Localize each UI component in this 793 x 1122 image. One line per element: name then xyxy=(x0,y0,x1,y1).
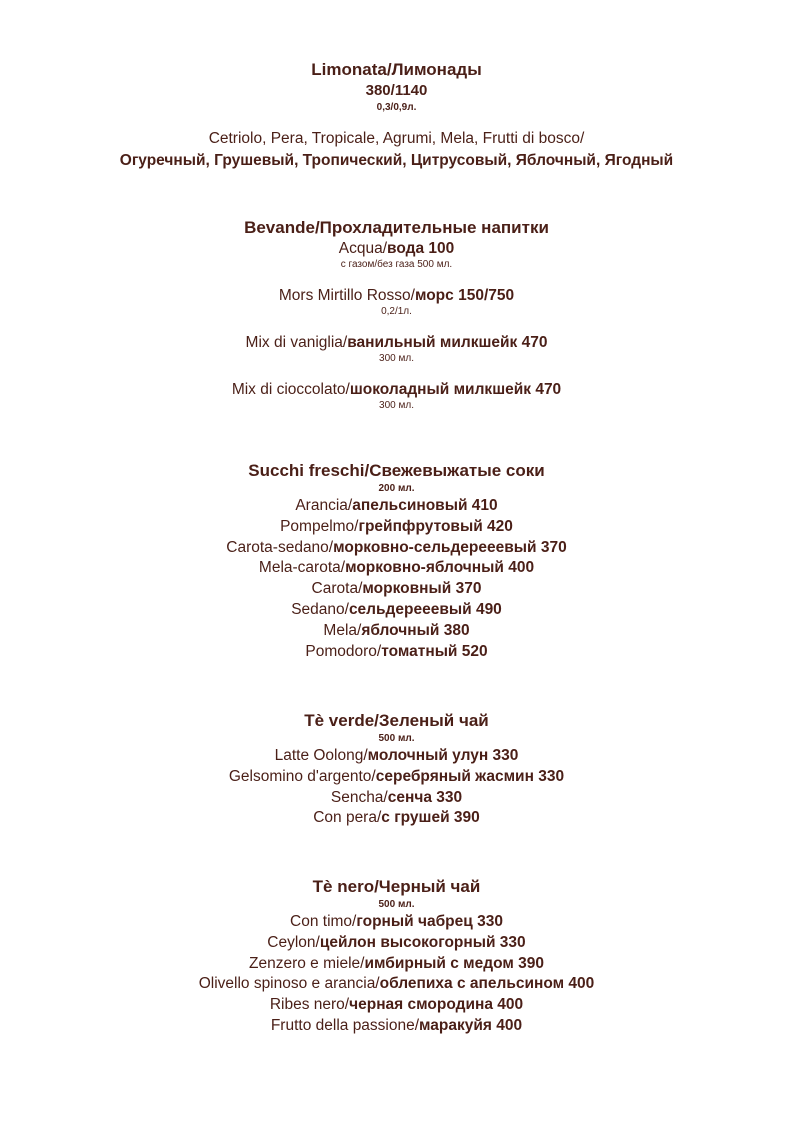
menu-item-russian-price: томатный 520 xyxy=(381,642,488,660)
menu-item-line xyxy=(0,239,793,258)
menu-item xyxy=(0,1016,793,1037)
menu-item-italian: Acqua/ xyxy=(338,240,388,257)
menu-item xyxy=(0,517,793,538)
lemonade-section xyxy=(0,59,793,171)
menu-item-italian: Carota-sedano/ xyxy=(226,538,334,556)
beverages-section xyxy=(0,217,793,427)
menu-item xyxy=(0,239,793,272)
menu-item xyxy=(0,746,793,767)
menu-item-russian-price: сельдерееевый 490 xyxy=(348,600,502,618)
menu-item-russian-price: вода 100 xyxy=(387,240,455,257)
menu-item-italian: Mix di vaniglia/ xyxy=(245,334,348,351)
menu-item-line xyxy=(0,579,793,600)
menu-item xyxy=(0,788,793,809)
menu-item-russian-price: яблочный 380 xyxy=(361,621,470,639)
juices-volume: 200 мл. xyxy=(378,483,415,494)
green-tea-list xyxy=(0,746,793,829)
menu-item-russian-price: морковно-сельдерееевый 370 xyxy=(333,538,567,556)
menu-item-line xyxy=(0,788,793,809)
menu-item-italian: Sencha/ xyxy=(330,788,388,806)
black-tea-volume: 500 мл. xyxy=(378,899,415,910)
menu-item-italian: Con timo/ xyxy=(290,913,357,930)
beverages-list xyxy=(0,239,793,413)
menu-item-italian: Carota/ xyxy=(311,580,363,598)
lemonade-volume: 0,3/0,9л. xyxy=(376,102,417,113)
menu-item-italian: Mela/ xyxy=(323,621,362,639)
green-tea-section xyxy=(0,710,793,829)
menu-item-russian-price: морковно-яблочный 400 xyxy=(345,559,535,577)
menu-item xyxy=(0,558,793,579)
menu-item xyxy=(0,912,793,933)
menu-item-russian-price: горный чабрец 330 xyxy=(356,913,503,930)
menu-item-russian-price: апельсиновый 410 xyxy=(352,497,498,514)
menu-item-line xyxy=(0,538,793,559)
menu-item xyxy=(0,933,793,954)
menu-item xyxy=(0,974,793,995)
green-tea-volume: 500 мл. xyxy=(378,733,415,744)
menu-item-russian-price: морковный 370 xyxy=(362,580,482,598)
menu-item-russian-price: имбирный с медом 390 xyxy=(364,954,544,972)
menu-item xyxy=(0,333,793,366)
menu-item-italian: Frutto della passione/ xyxy=(270,1016,420,1034)
juices-list xyxy=(0,496,793,662)
menu-item-italian: Mela-carota/ xyxy=(258,559,346,577)
menu-item xyxy=(0,621,793,642)
menu-item xyxy=(0,538,793,559)
menu-item xyxy=(0,808,793,829)
menu-item-line xyxy=(0,954,793,975)
lemonade-flavors-it: Cetriolo, Pera, Tropicale, Agrumi, Mela, Frutti di bosco/ xyxy=(208,130,585,147)
menu-item-line xyxy=(0,558,793,579)
menu-item-line xyxy=(0,642,793,663)
lemonade-price: 380/1140 xyxy=(365,82,428,99)
menu-item-russian-price: серебряный жасмин 330 xyxy=(375,767,565,785)
menu-item-italian: Ceylon/ xyxy=(267,933,320,951)
menu-item-line xyxy=(0,286,793,305)
menu-item-russian-price: с грушей 390 xyxy=(381,809,480,827)
menu-item xyxy=(0,767,793,788)
menu-item-line xyxy=(0,600,793,621)
menu-item xyxy=(0,579,793,600)
black-tea-list xyxy=(0,912,793,1037)
menu-item-italian: Con pera/ xyxy=(313,809,382,827)
menu-item-russian-price: цейлон высокогорный 330 xyxy=(319,933,526,951)
black-tea-title: Tè nero/Черный чай xyxy=(312,877,481,896)
menu-item-russian-price: шоколадный милкшейк 470 xyxy=(349,381,562,398)
menu-item-italian: Ribes nero/ xyxy=(269,996,350,1014)
menu-item-line xyxy=(0,767,793,788)
menu-item-russian-price: молочный улун 330 xyxy=(367,747,519,764)
menu-item-line xyxy=(0,517,793,538)
menu-item-russian-price: сенча 330 xyxy=(387,788,463,806)
menu-item-line xyxy=(0,380,793,399)
menu-item-note: 300 мл. xyxy=(379,400,414,411)
menu-item-line xyxy=(0,621,793,642)
menu-item-russian-price: маракуйя 400 xyxy=(419,1016,523,1034)
menu-item-line xyxy=(0,333,793,352)
menu-item-line xyxy=(0,995,793,1016)
black-tea-section xyxy=(0,876,793,1037)
menu-item-italian: Zenzero e miele/ xyxy=(249,954,365,972)
lemonade-flavors-ru: Огуречный, Грушевый, Тропический, Цитрусовый, Яблочный, Ягодный xyxy=(119,151,674,169)
juices-section xyxy=(0,460,793,662)
menu-item-line xyxy=(0,1016,793,1037)
menu-item-italian: Latte Oolong/ xyxy=(274,747,368,764)
menu-item-note: 0,2/1л. xyxy=(381,306,412,317)
green-tea-title: Tè verde/Зеленый чай xyxy=(304,711,489,730)
beverages-title: Bevande/Прохладительные напитки xyxy=(244,218,549,237)
menu-item-italian: Olivello spinoso e arancia/ xyxy=(198,975,380,993)
menu-item xyxy=(0,642,793,663)
lemonade-title: Limonata/Лимонады xyxy=(311,60,482,79)
menu-item-russian-price: облепиха с апельсином 400 xyxy=(379,975,595,993)
menu-item-italian: Pompelmo/ xyxy=(280,517,359,535)
juices-title: Succhi freschi/Свежевыжатые соки xyxy=(248,461,545,480)
menu-item-italian: Arancia/ xyxy=(295,497,353,514)
menu-item xyxy=(0,600,793,621)
menu-item-line xyxy=(0,912,793,933)
menu-item-italian: Mors Mirtillo Rosso/ xyxy=(278,287,415,304)
menu-item-line xyxy=(0,974,793,995)
menu-item-line xyxy=(0,496,793,517)
menu-item-line xyxy=(0,933,793,954)
menu-item-russian-price: морс 150/750 xyxy=(414,287,515,304)
menu-item-russian-price: черная смородина 400 xyxy=(349,996,524,1014)
menu-item-line xyxy=(0,808,793,829)
menu-item-italian: Mix di cioccolato/ xyxy=(231,381,350,398)
menu-item-italian: Gelsomino d'argento/ xyxy=(228,767,376,785)
menu-item-line xyxy=(0,746,793,767)
menu-item-note: с газом/без газа 500 мл. xyxy=(340,259,453,270)
menu-item xyxy=(0,380,793,413)
menu-item-italian: Pomodoro/ xyxy=(305,642,382,660)
menu-item-italian: Sedano/ xyxy=(291,600,349,618)
menu-item xyxy=(0,954,793,975)
menu-item xyxy=(0,286,793,319)
menu-item-russian-price: грейпфрутовый 420 xyxy=(358,517,513,535)
menu-item-note: 300 мл. xyxy=(379,353,414,364)
menu-item-russian-price: ванильный милкшейк 470 xyxy=(347,334,548,351)
menu-item xyxy=(0,995,793,1016)
menu-item xyxy=(0,496,793,517)
